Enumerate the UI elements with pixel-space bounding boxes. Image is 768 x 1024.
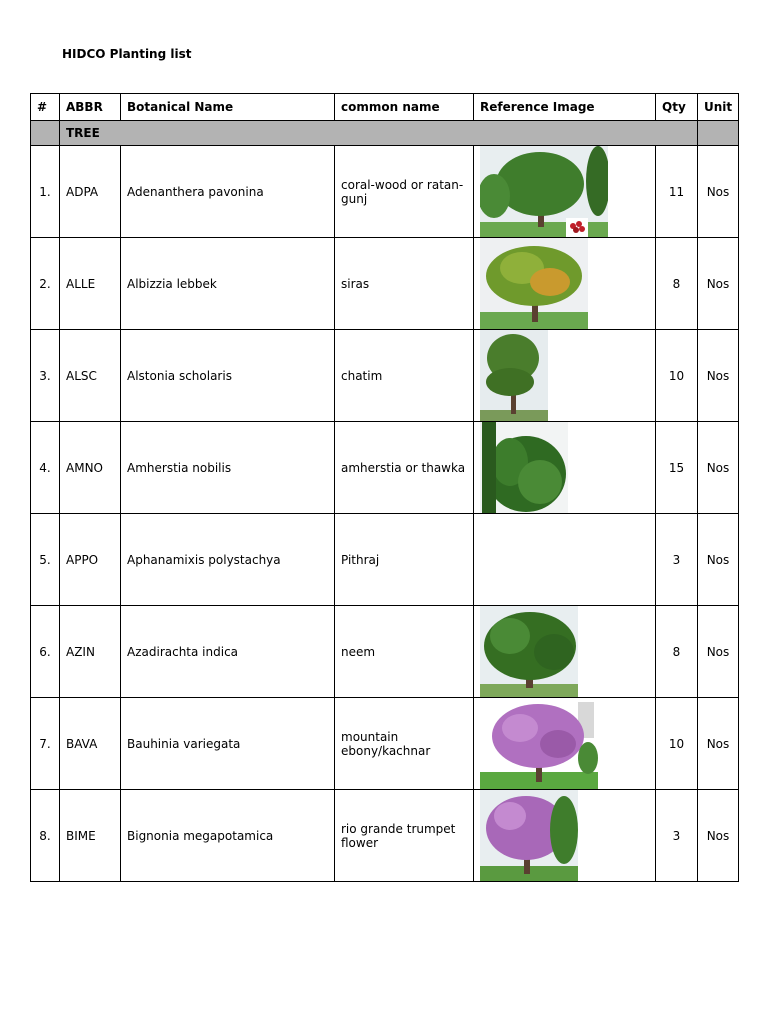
header-botanical-name: Botanical Name: [121, 94, 335, 121]
row-unit: Nos: [698, 606, 739, 698]
row-common-name: rio grande trumpet flower: [335, 790, 474, 882]
header-abbr: ABBR: [60, 94, 121, 121]
row-qty: 3: [656, 514, 698, 606]
row-unit: Nos: [698, 146, 739, 238]
row-abbr: ALSC: [60, 330, 121, 422]
row-abbr: ALLE: [60, 238, 121, 330]
row-abbr: AMNO: [60, 422, 121, 514]
tree-photo-icon: [480, 330, 649, 421]
row-unit: Nos: [698, 422, 739, 514]
table-row: [31, 238, 739, 330]
row-reference-image: [474, 698, 656, 790]
planting-table: [30, 93, 739, 882]
row-reference-image: [474, 422, 656, 514]
row-qty: 10: [656, 698, 698, 790]
row-qty: 8: [656, 238, 698, 330]
row-unit: Nos: [698, 514, 739, 606]
table-row: [31, 422, 739, 514]
document-title: HIDCO Planting list: [62, 47, 192, 61]
row-abbr: BIME: [60, 790, 121, 882]
row-reference-image: [474, 146, 656, 238]
flowering-tree-photo-icon: [480, 698, 649, 789]
section-label: TREE: [60, 121, 698, 146]
row-common-name: siras: [335, 238, 474, 330]
tree-photo-icon: [480, 238, 649, 329]
row-reference-image: [474, 606, 656, 698]
row-number: 2.: [31, 238, 60, 330]
row-abbr: APPO: [60, 514, 121, 606]
header-unit: Unit: [698, 94, 739, 121]
header-num: #: [31, 94, 60, 121]
row-common-name: Pithraj: [335, 514, 474, 606]
row-botanical-name: Amherstia nobilis: [121, 422, 335, 514]
row-botanical-name: Aphanamixis polystachya: [121, 514, 335, 606]
tree-photo-icon: [480, 422, 649, 513]
row-common-name: chatim: [335, 330, 474, 422]
row-qty: 11: [656, 146, 698, 238]
row-botanical-name: Albizzia lebbek: [121, 238, 335, 330]
tree-photo-icon: [480, 146, 649, 237]
row-number: 5.: [31, 514, 60, 606]
row-reference-image: [474, 514, 656, 606]
row-unit: Nos: [698, 238, 739, 330]
row-unit: Nos: [698, 698, 739, 790]
row-botanical-name: Azadirachta indica: [121, 606, 335, 698]
row-botanical-name: Alstonia scholaris: [121, 330, 335, 422]
table-row: [31, 330, 739, 422]
row-number: 1.: [31, 146, 60, 238]
row-number: 4.: [31, 422, 60, 514]
row-abbr: AZIN: [60, 606, 121, 698]
row-qty: 15: [656, 422, 698, 514]
header-qty: Qty: [656, 94, 698, 121]
header-reference-image: Reference Image: [474, 94, 656, 121]
row-botanical-name: Bauhinia variegata: [121, 698, 335, 790]
row-qty: 3: [656, 790, 698, 882]
row-unit: Nos: [698, 330, 739, 422]
row-number: 3.: [31, 330, 60, 422]
row-reference-image: [474, 330, 656, 422]
header-common-name: common name: [335, 94, 474, 121]
row-number: 8.: [31, 790, 60, 882]
section-spacer: [31, 121, 60, 146]
row-unit: Nos: [698, 790, 739, 882]
row-abbr: ADPA: [60, 146, 121, 238]
row-qty: 10: [656, 330, 698, 422]
section-spacer: [698, 121, 739, 146]
row-reference-image: [474, 790, 656, 882]
table-row: [31, 514, 739, 606]
row-abbr: BAVA: [60, 698, 121, 790]
table-row: [31, 790, 739, 882]
row-reference-image: [474, 238, 656, 330]
row-botanical-name: Adenanthera pavonina: [121, 146, 335, 238]
table-row: [31, 698, 739, 790]
row-qty: 8: [656, 606, 698, 698]
tree-photo-icon: [480, 606, 649, 697]
row-common-name: coral-wood or ratan-gunj: [335, 146, 474, 238]
flowering-tree-photo-icon: [480, 790, 649, 881]
table-row: [31, 606, 739, 698]
row-common-name: neem: [335, 606, 474, 698]
header-row: [31, 94, 739, 121]
row-common-name: mountain ebony/kachnar: [335, 698, 474, 790]
row-number: 7.: [31, 698, 60, 790]
row-common-name: amherstia or thawka: [335, 422, 474, 514]
row-number: 6.: [31, 606, 60, 698]
row-botanical-name: Bignonia megapotamica: [121, 790, 335, 882]
table-row: [31, 146, 739, 238]
section-row: [31, 121, 739, 146]
